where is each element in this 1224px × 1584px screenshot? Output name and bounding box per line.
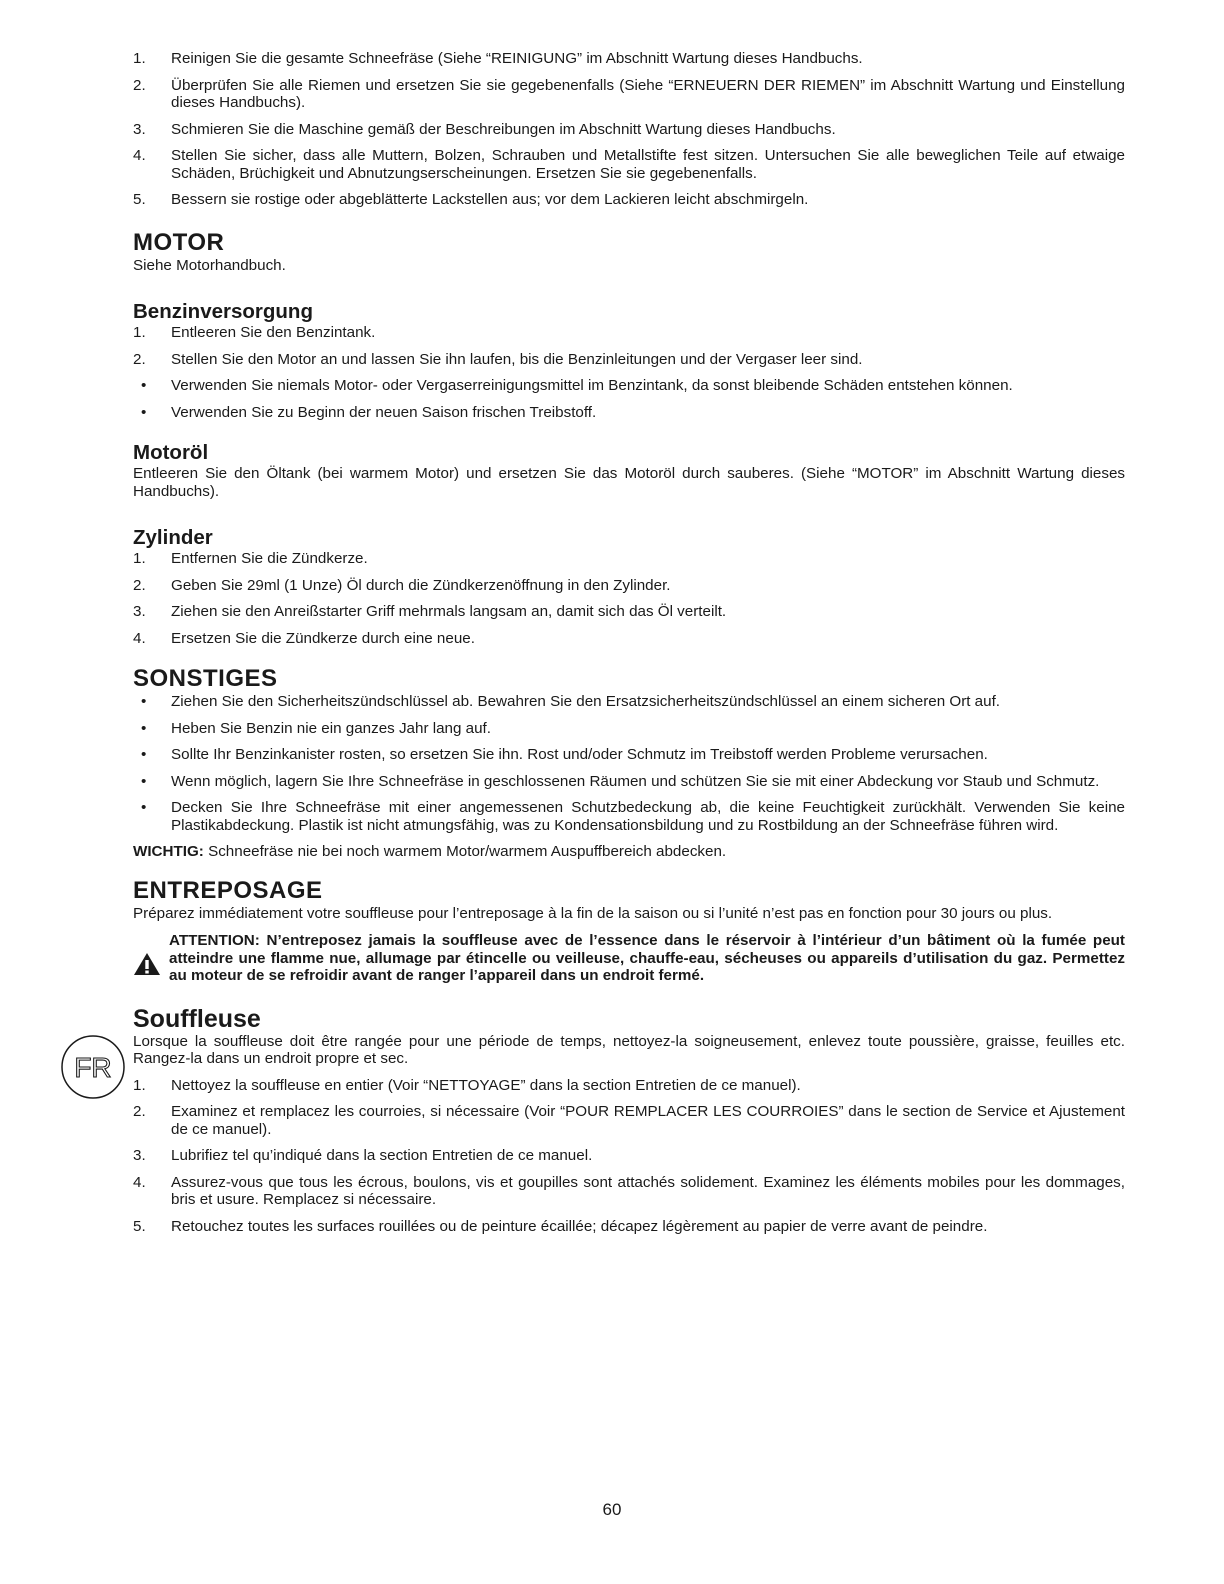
list-item: 2. Stellen Sie den Motor an und lassen Sie ihn laufen, bis die Benzinleitungen und der Vergaser leer sind. <box>133 350 863 368</box>
list-item: • Verwenden Sie zu Beginn der neuen Saison frischen Treibstoff. <box>141 403 597 421</box>
zylinder-heading: Zylinder <box>133 526 213 549</box>
manual-page <box>133 50 1125 1244</box>
list-item: 2. Geben Sie 29ml (1 Unze) Öl durch die Zündkerzenöffnung in den Zylinder. <box>133 576 671 594</box>
list-item: 1. Nettoyez la souffleuse en entier (Voir “NETTOYAGE” dans la section Entretien de ce manuel). <box>133 1076 801 1094</box>
list-item: 2. Überprüfen Sie alle Riemen und ersetzen Sie sie gegebenenfalls (Siehe “ERNEUERN DER RIEMEN” im Abschnitt Wartung und Einstellung dieses Handbuchs). <box>133 76 1125 111</box>
motoroel-heading: Motoröl <box>133 441 209 464</box>
list-item: 3. Schmieren Sie die Maschine gemäß der Beschreibungen im Abschnitt Wartung dieses Handbuchs. <box>133 120 836 138</box>
list-item: 4. Assurez-vous que tous les écrous, boulons, vis et goupilles sont attachés solidement. Examinez les éléments mobiles pour les dommages, bris et usure. Remplacez si nécessaire. <box>133 1173 1125 1208</box>
list-item: • Heben Sie Benzin nie ein ganzes Jahr lang auf. <box>141 719 491 737</box>
entreposage-heading: ENTREPOSAGE <box>133 876 323 904</box>
list-item: 3. Lubrifiez tel qu’indiqué dans la section Entretien de ce manuel. <box>133 1147 593 1164</box>
warning-text: ATTENTION: N’entreposez jamais la souffleuse avec de l’essence dans le réservoir à l’intérieur d’un bâtiment où la fumée peut atteindre une flamme nue, allumage par étincelle ou veilleuse, chauffe-eau, sécheuses ou appareils d’utilisation du gaz. Permettez au moteur de se refroidir avant de ranger l’appareil dans un endroit fermé. <box>169 932 1125 984</box>
wichtig-label: WICHTIG: <box>133 843 204 860</box>
motor-text: Siehe Motorhandbuch. <box>133 256 286 274</box>
entreposage-text: Préparez immédiatement votre souffleuse pour l’entreposage à la fin de la saison ou si l’unité n’est pas en fonction pour 30 jours ou plus. <box>133 904 1053 922</box>
list-item: 4. Stellen Sie sicher, dass alle Muttern, Bolzen, Schrauben und Metallstifte fest sitzen. Untersuchen Sie alle beweglichen Teile auf etwaige Schäden, Brüchigkeit und Abnutzungserscheinungen. Ersetzen Sie sie gegebenenfalls. <box>133 147 1125 182</box>
fr-language-badge <box>59 1033 127 1101</box>
sonstiges-heading: SONSTIGES <box>133 665 278 692</box>
motoroel-text: Entleeren Sie den Öltank (bei warmem Motor) und ersetzen Sie das Motoröl durch sauberes. (Siehe “MOTOR” im Abschnitt Wartung dieses Handbuchs). <box>133 465 1125 500</box>
warning-triangle-icon <box>133 932 169 981</box>
fr-badge-label: FR <box>74 1052 112 1083</box>
list-item: 5. Bessern sie rostige oder abgeblätterte Lackstellen aus; vor dem Lackieren leicht abschmirgeln. <box>133 191 809 208</box>
intro-list <box>133 50 1125 209</box>
motor-heading: MOTOR <box>133 228 225 256</box>
sonstiges-list <box>133 693 1125 834</box>
list-item: 2. Examinez et remplacez les courroies, si nécessaire (Voir “POUR REMPLACER LES COURROIES” dans le section de Service et Ajustement de ce manuel). <box>133 1103 1125 1138</box>
souffleuse-heading: Souffleuse <box>133 1004 261 1033</box>
wichtig-note <box>133 843 1125 861</box>
zylinder-list <box>133 550 1125 647</box>
list-item: 3. Ziehen sie den Anreißstarter Griff mehrmals langsam an, damit sich das Öl verteilt. <box>133 603 727 620</box>
list-item: • Decken Sie Ihre Schneefräse mit einer angemessenen Schutzbedeckung ab, die keine Feuchtigkeit zurückhält. Verwenden Sie keine Plastikabdeckung. Plastik ist nicht atmungsfähig, was zu Kondensationsbildung und zu Rostbildung an der Schneefräse führen wird. <box>141 799 1125 834</box>
warning-block <box>133 932 1125 985</box>
souffleuse-text: Lorsque la souffleuse doit être rangée pour une période de temps, nettoyez-la soigneusement, enlevez toute poussière, graisse, feuilles etc. Rangez-la dans un endroit propre et sec. <box>133 1032 1125 1067</box>
list-item: 1. Reinigen Sie die gesamte Schneefräse (Siehe “REINIGUNG” im Abschnitt Wartung dieses Handbuchs. <box>133 50 863 67</box>
souffleuse-list <box>133 1077 1125 1236</box>
list-item: • Wenn möglich, lagern Sie Ihre Schneefräse in geschlossenen Räumen und schützen Sie sie mit einer Abdeckung vor Staub und Schmutz. <box>141 772 1100 790</box>
list-item: • Ziehen Sie den Sicherheitszündschlüssel ab. Bewahren Sie den Ersatzsicherheitszündschlüssel an einem sicheren Ort auf. <box>141 693 1001 710</box>
list-item: 1. Entleeren Sie den Benzintank. <box>133 324 376 341</box>
list-item: 4. Ersetzen Sie die Zündkerze durch eine neue. <box>133 629 475 647</box>
list-item: • Sollte Ihr Benzinkanister rosten, so ersetzen Sie ihn. Rost und/oder Schmutz im Treibstoff werden Probleme verursachen. <box>141 746 988 763</box>
list-item: • Verwenden Sie niemals Motor- oder Vergaserreinigungsmittel im Benzintank, da sonst bleibende Schäden entstehen können. <box>141 377 1013 394</box>
wichtig-text: Schneefräse nie bei noch warmem Motor/warmem Auspuffbereich abdecken. <box>203 843 727 860</box>
list-item: 1. Entfernen Sie die Zündkerze. <box>133 550 368 567</box>
list-item: 5. Retouchez toutes les surfaces rouillées ou de peinture écaillée; décapez légèrement au papier de verre avant de peindre. <box>133 1217 988 1235</box>
page-number: 60 <box>602 1500 622 1519</box>
benzin-list <box>133 324 1125 421</box>
benzin-heading: Benzinversorgung <box>133 300 313 323</box>
